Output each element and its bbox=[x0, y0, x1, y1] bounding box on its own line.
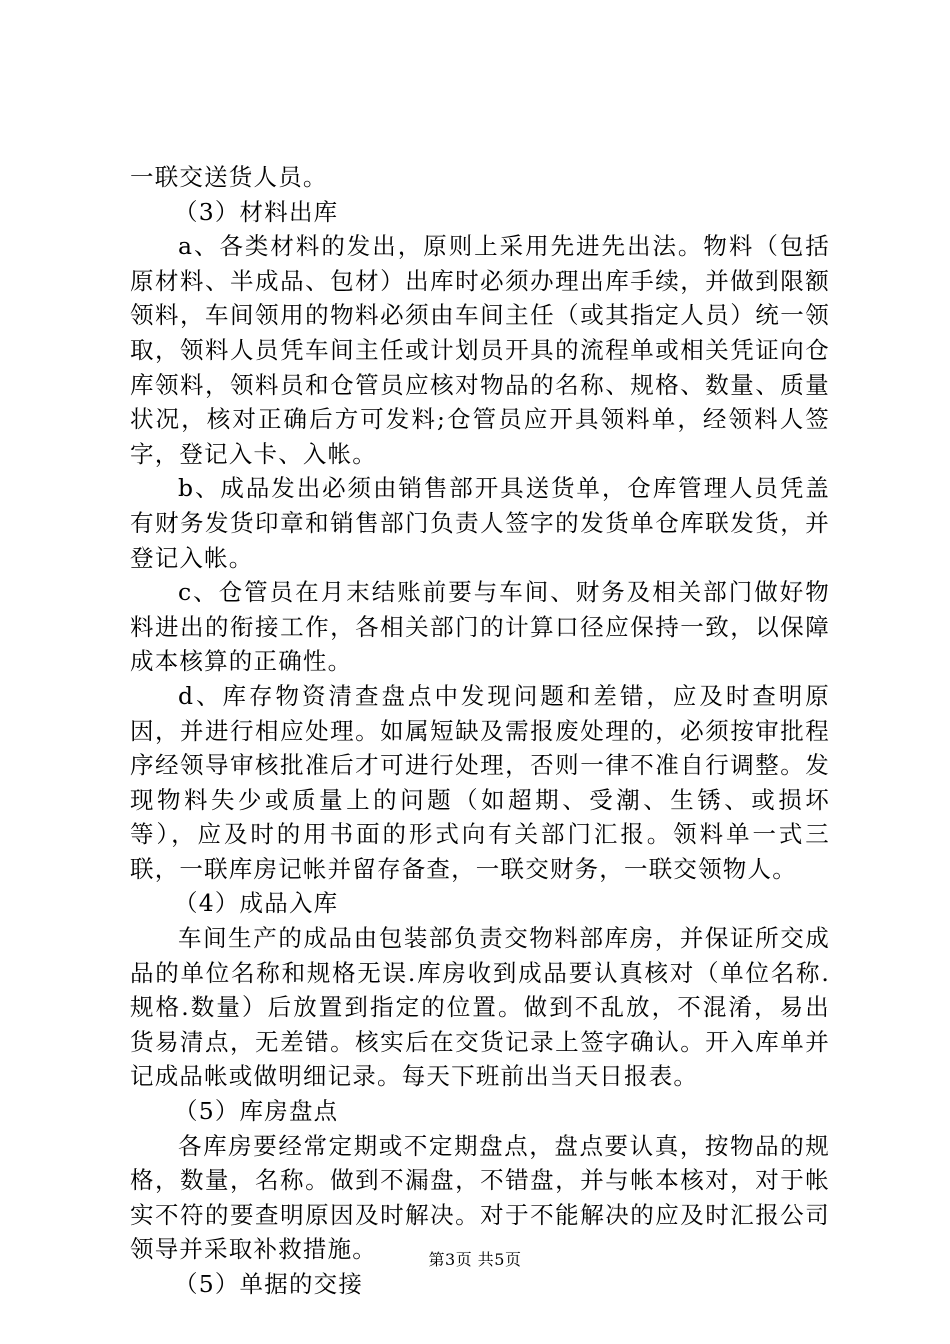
document-body bbox=[130, 160, 830, 1302]
paragraph-inventory-count: 各库房要经常定期或不定期盘点，盘点要认真，按物品的规格，数量，名称。做到不漏盘，不错盘，并与帐本核对，对于帐实不符的要查明原因及时解决。对于不能解决的应及时汇报公司领导并采取补救措施。 bbox=[130, 1131, 830, 1264]
paragraph-d: d、库存物资清查盘点中发现问题和差错，应及时查明原因，并进行相应处理。如属短缺及需报废处理的，必须按审批程序经领导审核批准后才可进行处理，否则一律不准自行调整。发现物料失少或质量上的问题（如超期、受潮、生锈、或损坏等），应及时的用书面的形式向有关部门汇报。领料单一式三联，一联库房记帐并留存备查，一联交财务，一联交领物人。 bbox=[130, 681, 830, 883]
paragraph-product-inbound: 车间生产的成品由包装部负责交物料部库房，并保证所交成品的单位名称和规格无误.库房收到成品要认真核对（单位名称.规格.数量）后放置到指定的位置。做到不乱放，不混淆，易出货易清点，无差错。核实后在交货记录上签字确认。开入库单并记成品帐或做明细记录。每天下班前出当天日报表。 bbox=[130, 924, 830, 1091]
section-heading-product-inbound: （4）成品入库 bbox=[174, 889, 339, 918]
paragraph-a: a、各类材料的发出，原则上采用先进先出法。物料（包括原材料、半成品、包材）出库时必须办理出库手续，并做到限额领料，车间领用的物料必须由车间主任（或其指定人员）统一领取，领料人员凭车间主任或计划员开具的流程单或相关凭证向仓库领料，领料员和仓管员应核对物品的名称、规格、数量、质量状况，核对正确后方可发料;仓管员应开具领料单，经领料人签字，登记入卡、入帐。 bbox=[130, 232, 830, 468]
section-heading-document-handover: （5）单据的交接 bbox=[174, 1270, 364, 1298]
paragraph-b: b、成品发出必须由销售部开具送货单，仓库管理人员凭盖有财务发货印章和销售部门负责人签字的发货单仓库联发货，并登记入帐。 bbox=[130, 474, 830, 572]
paragraph-c: c、仓管员在月末结账前要与车间、财务及相关部门做好物料进出的衔接工作，各相关部门的计算口径应保持一致，以保障成本核算的正确性。 bbox=[130, 578, 830, 676]
section-heading-material-outbound: （3）材料出库 bbox=[174, 197, 339, 226]
paragraph-continuation: 一联交送货人员。 bbox=[130, 163, 328, 191]
section-heading-inventory-count: （5）库房盘点 bbox=[174, 1097, 339, 1126]
page-number-footer: 第3页 共5页 bbox=[428, 1250, 522, 1269]
